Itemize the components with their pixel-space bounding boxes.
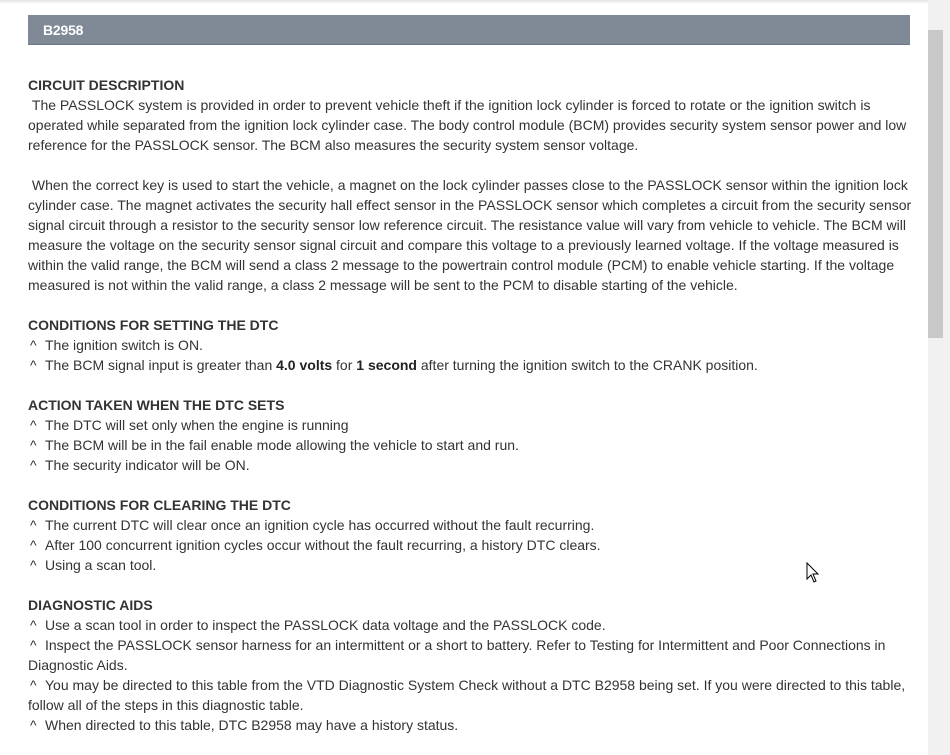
list-item-text: The BCM will be in the fail enable mode allowing the vehicle to start and run. [45, 437, 519, 453]
list-item [28, 455, 912, 475]
caret-bullet-icon: ^ [30, 537, 37, 553]
list-item-text: The BCM signal input is greater than [45, 357, 277, 373]
caret-bullet-icon: ^ [30, 417, 37, 433]
list-item-text: You may be directed to this table from the VTD Diagnostic System Check without a DTC B2958 being set. If you were directed to this table, follow all of the steps in this diagnostic table. [28, 677, 906, 713]
list-item [28, 715, 912, 735]
circuit-description-paragraph-2: When the correct key is used to start the vehicle, a magnet on the lock cylinder passes close to the PASSLOCK sensor within the ignition lock cylinder case. The magnet activates the security hall effect sensor in the PASSLOCK sensor which completes a circuit from the security sensor signal circuit through a resistor to the security sensor low reference circuit. The resistance value will vary from vehicle to vehicle. The BCM will measure the voltage on the security sensor signal circuit and compare this voltage to a previously learned voltage. If the voltage measured is within the valid range, the BCM will send a class 2 message to the powertrain control module (PCM) to enable vehicle starting. If the voltage measured is not within the valid range, a class 2 message will be sent to the PCM to disable starting of the vehicle. [28, 177, 916, 293]
caret-bullet-icon: ^ [30, 637, 37, 653]
time-threshold: 1 second [356, 357, 417, 373]
list-item [28, 555, 912, 575]
list-item-text: The DTC will set only when the engine is running [45, 417, 349, 433]
top-shadow [0, 0, 928, 4]
list-item [28, 355, 912, 375]
list-item-text: for [332, 357, 357, 373]
dtc-header-bar [28, 15, 910, 45]
list-item-text: after turning the ignition switch to the CRANK position. [416, 357, 758, 373]
clearing-conditions-heading: CONDITIONS FOR CLEARING THE DTC [28, 497, 291, 513]
circuit-description-heading: CIRCUIT DESCRIPTION [28, 77, 185, 93]
voltage-threshold: 4.0 volts [276, 357, 333, 373]
caret-bullet-icon: ^ [30, 337, 37, 353]
setting-conditions-heading: CONDITIONS FOR SETTING THE DTC [28, 317, 279, 333]
list-item-text: The ignition switch is ON. [45, 337, 203, 353]
document-content [28, 75, 916, 735]
caret-bullet-icon: ^ [30, 357, 37, 373]
list-item [28, 675, 912, 715]
list-item [28, 335, 912, 355]
scrollbar-thumb[interactable] [928, 30, 943, 338]
caret-bullet-icon: ^ [30, 677, 37, 693]
caret-bullet-icon: ^ [30, 457, 37, 473]
caret-bullet-icon: ^ [30, 717, 37, 733]
list-item [28, 435, 912, 455]
vertical-scrollbar[interactable] [928, 0, 950, 755]
list-item [28, 515, 912, 535]
list-item [28, 535, 912, 555]
dtc-code-title: B2958 [43, 22, 84, 38]
caret-bullet-icon: ^ [30, 557, 37, 573]
list-item-text: Use a scan tool in order to inspect the PASSLOCK data voltage and the PASSLOCK code. [45, 617, 606, 633]
action-taken-heading: ACTION TAKEN WHEN THE DTC SETS [28, 397, 285, 413]
list-item [28, 615, 912, 635]
list-item-text: The security indicator will be ON. [45, 457, 250, 473]
list-item-text: After 100 concurrent ignition cycles occur without the fault recurring, a history DTC clears. [45, 537, 601, 553]
caret-bullet-icon: ^ [30, 617, 37, 633]
list-item-text: Using a scan tool. [45, 557, 157, 573]
list-item [28, 635, 912, 675]
mouse-pointer-icon [806, 562, 820, 584]
list-item [28, 415, 912, 435]
caret-bullet-icon: ^ [30, 437, 37, 453]
list-item-text: Inspect the PASSLOCK sensor harness for an intermittent or a short to battery. Refer to Testing for Intermittent and Poor Connections in Diagnostic Aids. [28, 637, 886, 673]
circuit-description-paragraph-1: The PASSLOCK system is provided in order to prevent vehicle theft if the ignition lock cylinder is forced to rotate or the ignition switch is operated while separated from the ignition lock cylinder case. The body control module (BCM) provides security system sensor power and low reference for the PASSLOCK sensor. The BCM also measures the security system sensor voltage. [28, 97, 911, 153]
list-item-text: When directed to this table, DTC B2958 may have a history status. [45, 717, 459, 733]
caret-bullet-icon: ^ [30, 517, 37, 533]
list-item-text: The current DTC will clear once an ignition cycle has occurred without the fault recurring. [45, 517, 595, 533]
diagnostic-aids-heading: DIAGNOSTIC AIDS [28, 597, 153, 613]
